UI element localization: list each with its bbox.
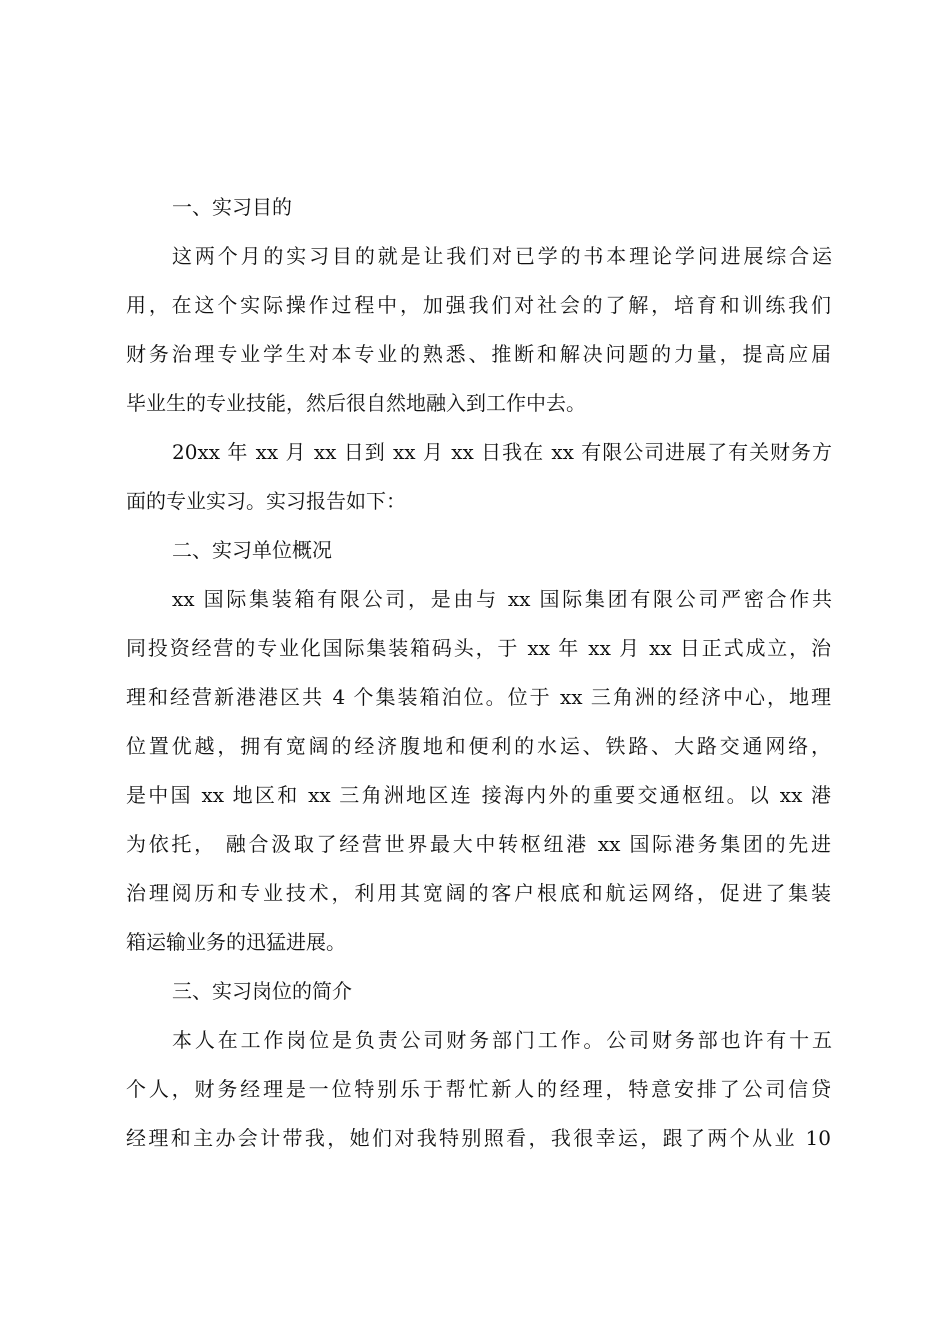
paragraph-4-line-2: 个人，财务经理是一位特别乐于帮忙新人的经理，特意安排了公司信贷 [126, 1077, 831, 1101]
paragraph-1-line-3: 财务治理专业学生对本专业的熟悉、推断和解决问题的力量，提高应届 [126, 342, 831, 366]
paragraph-4-line-1: 本人在工作岗位是负责公司财务部门工作。公司财务部也许有十五 [172, 1028, 832, 1052]
paragraph-3-line-1: xx 国际集装箱有限公司，是由与 xx 国际集团有限公司严密合作共 [172, 587, 832, 611]
paragraph-3-line-8: 箱运输业务的迅猛进展。 [126, 930, 346, 954]
section-heading-1: 一、实习目的 [172, 195, 292, 219]
section-heading-3: 三、实习岗位的简介 [172, 979, 352, 1003]
paragraph-1-line-2: 用，在这个实际操作过程中，加强我们对社会的了解，培育和训练我们 [126, 293, 831, 317]
paragraph-2-line-1: 20xx 年 xx 月 xx 日到 xx 月 xx 日我在 xx 有限公司进展了有关财务方 [172, 440, 832, 464]
paragraph-3-line-4: 位置优越，拥有宽阔的经济腹地和便利的水运、铁路、大路交通网络， [126, 734, 831, 758]
paragraph-1-line-1: 这两个月的实习目的就是让我们对已学的书本理论学问进展综合运 [172, 244, 832, 268]
paragraph-3-line-2: 同投资经营的专业化国际集装箱码头，于 xx 年 xx 月 xx 日正式成立，治 [126, 636, 831, 660]
paragraph-3-line-5: 是中国 xx 地区和 xx 三角洲地区连 接海内外的重要交通枢纽。以 xx 港 [126, 783, 831, 807]
paragraph-3-line-6: 为依托， 融合汲取了经营世界最大中转枢纽港 xx 国际港务集团的先进 [126, 832, 831, 856]
section-heading-2: 二、实习单位概况 [172, 538, 332, 562]
paragraph-3-line-7: 治理阅历和专业技术，利用其宽阔的客户根底和航运网络，促进了集装 [126, 881, 831, 905]
paragraph-4-line-3: 经理和主办会计带我，她们对我特别照看，我很幸运，跟了两个从业 10 [126, 1126, 831, 1150]
paragraph-1-line-4: 毕业生的专业技能，然后很自然地融入到工作中去。 [126, 391, 586, 415]
paragraph-2-line-2: 面的专业实习。实习报告如下： [126, 489, 406, 513]
paragraph-3-line-3: 理和经营新港港区共 4 个集装箱泊位。位于 xx 三角洲的经济中心，地理 [126, 685, 831, 709]
